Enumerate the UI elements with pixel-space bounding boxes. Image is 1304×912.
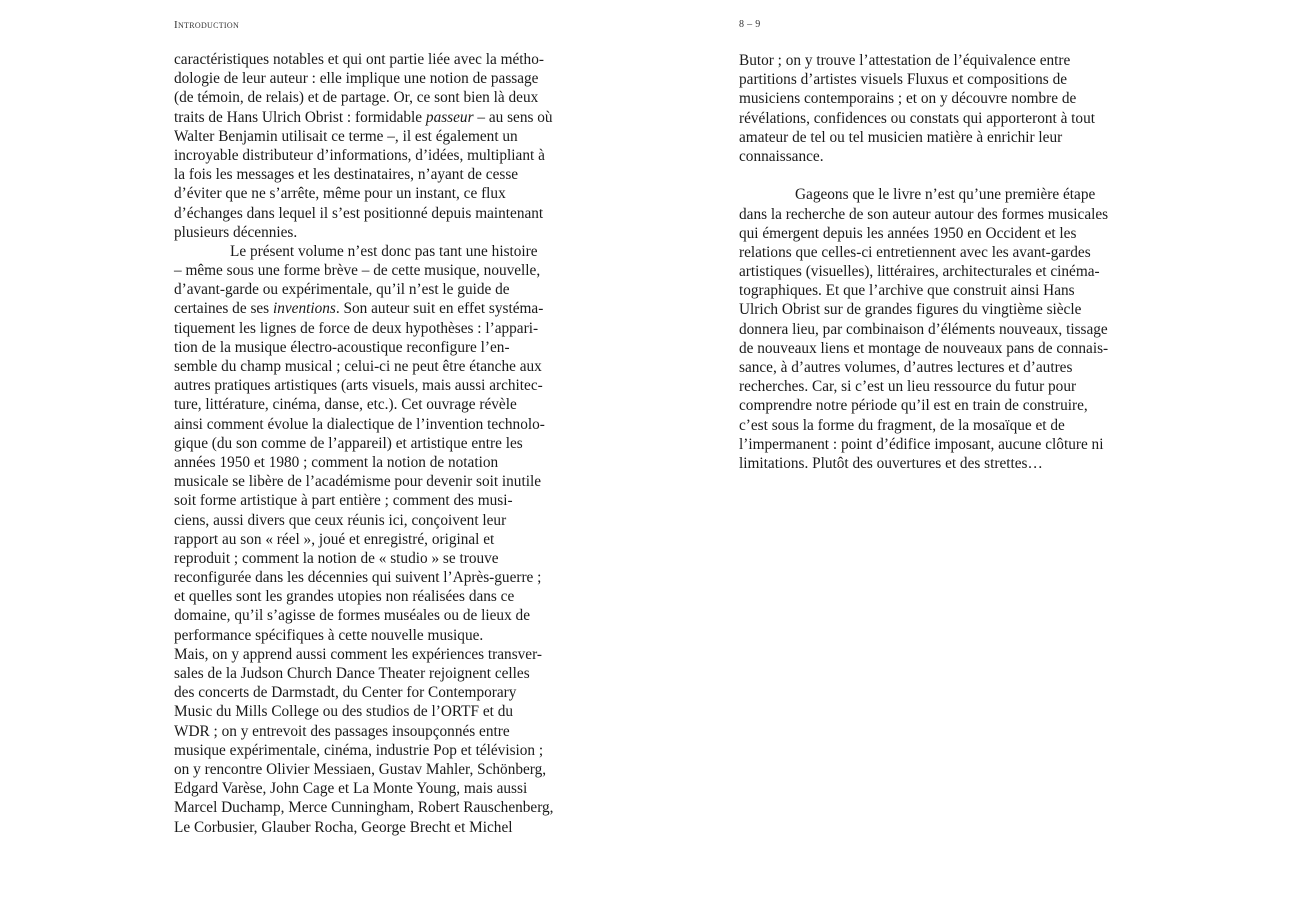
text-line: révélations, confidences ou constats qui apporteront à tout (739, 109, 1095, 127)
text-line: Edgard Varèse, John Cage et La Monte Young, mais aussi (174, 780, 528, 798)
text-line: – même sous une forme brève – de cette musique, nouvelle, (174, 262, 541, 280)
text-line: et quelles sont les grandes utopies non réalisées dans ce (174, 588, 515, 606)
text-line: ciens, aussi divers que ceux réunis ici, conçoivent leur (174, 511, 507, 529)
text-line: incroyable distributeur d’informations, d’idées, multipliant à (174, 146, 545, 164)
text-line: musiciens contemporains ; et on y découvre nombre de (739, 90, 1077, 108)
text-line: d’avant-garde ou expérimentale, qu’il n’est le guide de (174, 281, 510, 299)
text-line: qui émergent depuis les années 1950 en Occident et les (739, 224, 1077, 242)
text-fragment: . Son auteur suit en effet systéma- (335, 300, 544, 318)
text-line: partitions d’artistes visuels Fluxus et compositions de (739, 71, 1068, 89)
right-text-column (739, 51, 1139, 473)
text-line: dans la recherche de son auteur autour des formes musicales (739, 205, 1109, 223)
text-line: domaine, qu’il s’agisse de formes muséales ou de lieux de (174, 607, 530, 625)
text-line: musicale se libère de l’académisme pour devenir soit inutile (174, 473, 541, 491)
text-line: d’éviter que ne s’arrête, même pour un instant, ce flux (174, 185, 506, 203)
text-line: ture, littérature, cinéma, danse, etc.). Cet ouvrage révèle (174, 396, 517, 414)
text-line: recherches. Car, si c’est un lieu ressource du futur pour (739, 378, 1077, 396)
text-line: sales de la Judson Church Dance Theater rejoignent celles (174, 665, 530, 682)
text-line: semble du champ musical ; celui-ci ne peut être étanche aux (174, 358, 542, 375)
left-text-column (174, 50, 574, 837)
running-head-page-numbers: 8 – 9 (739, 19, 761, 30)
text-line: d’échanges dans lequel il s’est positionné depuis maintenant (174, 204, 544, 222)
text-line: autres pratiques artistiques (arts visuels, mais aussi architec- (174, 377, 543, 395)
text-fragment: traits de Hans Ulrich Obrist : formidable (174, 108, 426, 126)
text-line: reconfigurée dans les décennies qui suivent l’Après-guerre ; (174, 569, 542, 587)
text-line: caractéristiques notables et qui ont partie liée avec la métho- (174, 51, 544, 68)
text-line: Walter Benjamin utilisait ce terme –, il est également un (174, 127, 518, 145)
text-line: gique (du son comme de l’appareil) et artistique entre les (174, 434, 523, 452)
text-line: connaissance. (739, 147, 824, 165)
text-line: limitations. Plutôt des ouvertures et des strettes… (739, 454, 1043, 472)
text-line: années 1950 et 1980 ; comment la notion de notation (174, 453, 499, 471)
text-line: plusieurs décennies. (174, 223, 298, 241)
running-head-section-title: Introduction (174, 19, 240, 31)
text-fragment: certaines de ses (174, 300, 273, 318)
text-line: c’est sous la forme du fragment, de la mosaïque et de (739, 416, 1065, 434)
text-line (174, 299, 574, 318)
text-line: Marcel Duchamp, Merce Cunningham, Robert Rauschenberg, (174, 799, 554, 817)
text-line: sance, à d’autres volumes, d’autres lectures et d’autres (739, 359, 1073, 376)
text-line: tographiques. Et que l’archive que construit ainsi Hans (739, 282, 1075, 300)
paragraph-start-line: Gageons que le livre n’est qu’une première étape (795, 186, 1096, 204)
text-line: la fois les messages et les destinataires, n’ayant de cesse (174, 166, 519, 184)
text-line: artistiques (visuelles), littéraires, architecturales et cinéma- (739, 263, 1100, 281)
text-line: relations que celles-ci entretiennent avec les avant-gardes (739, 243, 1091, 261)
text-line: comprendre notre période qu’il est en train de construire, (739, 397, 1088, 415)
text-line: Butor ; on y trouve l’attestation de l’équivalence entre (739, 52, 1071, 69)
text-line: dologie de leur auteur : elle implique une notion de passage (174, 70, 539, 88)
text-line (174, 108, 574, 127)
text-line: (de témoin, de relais) et de partage. Or, ce sont bien là deux (174, 89, 539, 107)
text-line: reproduit ; comment la notion de « studio » se trouve (174, 549, 499, 567)
paragraph-gap (739, 166, 1139, 185)
text-line: WDR ; on y entrevoit des passages insoupçonnés entre (174, 722, 510, 740)
text-line: on y rencontre Olivier Messiaen, Gustav Mahler, Schönberg, (174, 760, 547, 778)
text-line: tion de la musique électro-acoustique reconfigure l’en- (174, 338, 510, 356)
text-line: tiquement les lignes de force de deux hypothèses : l’appari- (174, 319, 539, 337)
italic-term-inventions: inventions (272, 300, 336, 318)
paragraph-start-line: Le présent volume n’est donc pas tant une histoire (230, 242, 538, 260)
text-line: donnera lieu, par combinaison d’éléments nouveaux, tissage (739, 320, 1108, 338)
text-line: performance spécifiques à cette nouvelle musique. (174, 626, 484, 644)
text-line: ainsi comment évolue la dialectique de l’invention technolo- (174, 415, 545, 433)
text-line: l’impermanent : point d’édifice imposant, aucune clôture ni (739, 435, 1104, 453)
text-line: soit forme artistique à part entière ; comment des musi- (174, 492, 513, 510)
text-line: Mais, on y apprend aussi comment les expériences transver- (174, 645, 542, 663)
text-line: Music du Mills College ou des studios de l’ORTF et du (174, 703, 514, 721)
text-line: rapport au son « réel », joué et enregistré, original et (174, 530, 495, 548)
text-line: Le Corbusier, Glauber Rocha, George Brecht et Michel (174, 818, 513, 836)
text-line: des concerts de Darmstadt, du Center for Contemporary (174, 684, 517, 702)
text-line: amateur de tel ou tel musicien matière à enrichir leur (739, 128, 1063, 146)
text-line: de nouveaux liens et montage de nouveaux pans de connais- (739, 339, 1109, 357)
italic-term-passeur: passeur (425, 108, 474, 126)
text-fragment: – au sens où (473, 108, 553, 126)
text-line: Ulrich Obrist sur de grandes figures du vingtième siècle (739, 301, 1082, 319)
text-line: musique expérimentale, cinéma, industrie Pop et télévision ; (174, 741, 544, 759)
